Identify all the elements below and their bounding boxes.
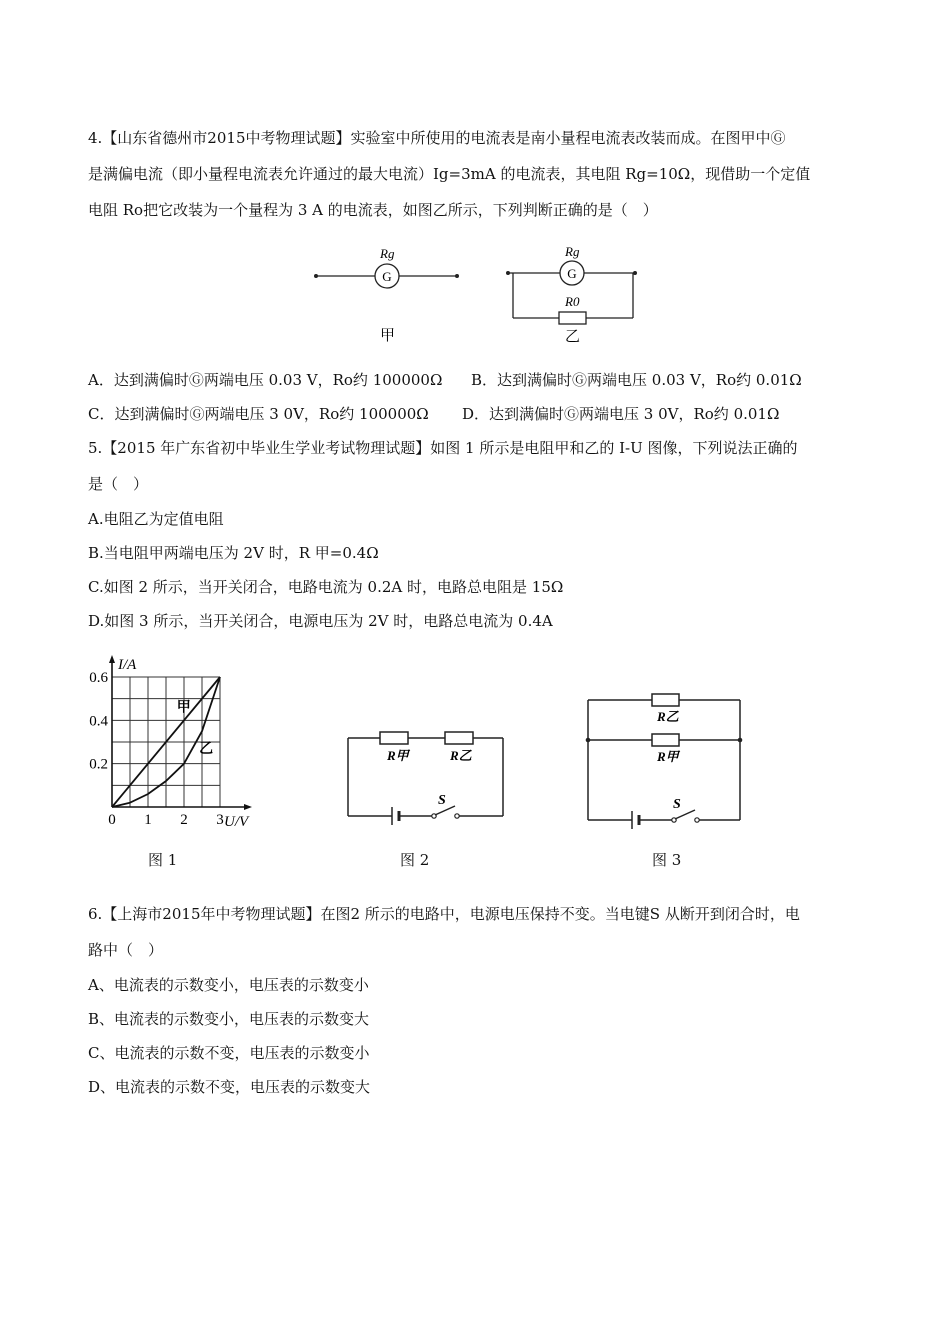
q5-option-c: C.如图 2 所示，当开关闭合，电路电流为 0.2A 时，电路总电阻是 15Ω [88,578,564,596]
x-axis-label: U/V [224,814,249,830]
q6-option-a: A、电流表的示数变小，电压表的示数变小 [88,976,369,994]
series-label-jia: 甲 [176,700,191,716]
y-axis-arrow [109,655,115,663]
q6-stem-line-2: 路中（ ） [88,941,164,959]
rg-label-2: Rg [565,244,580,259]
ammeter-circuit-yi [506,244,637,345]
fig2-r-yi-label: R乙 [450,748,472,763]
x-tick-label: 1 [144,812,152,828]
series-label-yi: 乙 [199,741,214,757]
q4-option-c: C．达到满偏时Ⓖ两端电压 3 0V，Ro约 100000Ω [88,405,429,423]
y-tick-label: 0.2 [89,756,108,773]
q6-option-c: C、电流表的示数不变，电压表的示数变小 [88,1044,370,1062]
q5-option-b: B.当电阻甲两端电压为 2V 时，R 甲=0.4Ω [88,544,379,562]
fig-yi-label: 乙 [565,329,581,345]
fig2-r-jia-label: R甲 [387,748,409,763]
y-axis-label: I/A [118,657,137,673]
q6-stem-line-1: 6.【上海市2015年中考物理试题】在图2 所示的电路中，电源电压保持不变。当电键S 从断开到闭合时，电 [88,905,800,923]
fig3-parallel-circuit [580,688,750,833]
x-tick-label: 3 [216,812,224,828]
fig2-switch-label: S [438,793,446,808]
q6-option-b: B、电流表的示数变小，电压表的示数变大 [88,1010,370,1028]
q5-option-d: D.如图 3 所示，当开关闭合，电源电压为 2V 时，电路总电流为 0.4A [88,612,553,630]
q4-option-b: B．达到满偏时Ⓖ两端电压 0.03 V，Ro约 0.01Ω [471,371,802,389]
q6-option-d: D、电流表的示数不变，电压表的示数变大 [88,1078,371,1096]
y-tick-label: 0.4 [89,713,108,730]
galvanometer-circuit-jia [314,246,459,344]
x-tick-label: 2 [180,812,188,828]
q4-stem-line-2: 是满偏电流（即小量程电流表允许通过的最大电流）Ig=3mA 的电流表，其电阻 Rg=10Ω，现借助一个定值 [88,165,811,183]
fig3-r-yi-label: R乙 [657,709,679,724]
fig3-switch-label: S [673,797,681,812]
q5-stem-line-1: 5.【2015 年广东省初中毕业生学业考试物理试题】如图 1 所示是电阻甲和乙的 I-U 图像，下列说法正确的 [88,439,798,457]
x-axis-arrow [244,804,252,810]
iu-graph [82,645,267,830]
galvanometer-g-label: G [382,269,392,284]
q4-stem-line-1: 4.【山东省德州市2015中考物理试题】实验室中所使用的电流表是南小量程电流表改装而成。在图甲中Ⓖ [88,129,786,147]
fig3-r-jia-label: R甲 [657,749,679,764]
q4-option-d: D．达到满偏时Ⓖ两端电压 3 0V，Ro约 0.01Ω [462,405,780,423]
y-tick-label: 0.6 [89,670,108,686]
rg-label: Rg [380,246,395,261]
fig3-caption: 图 3 [652,851,682,869]
q5-stem-line-2: 是（ ） [88,475,149,493]
q4-option-a: A．达到满偏时Ⓖ两端电压 0.03 V，Ro约 100000Ω [88,371,443,389]
x-tick-label: 0 [108,812,116,828]
q5-option-a: A.电阻乙为定值电阻 [88,510,224,528]
fig-jia-label: 甲 [380,328,396,344]
galvanometer-g-label-2: G [567,266,577,281]
fig2-series-circuit [340,720,510,830]
r0-label: R0 [565,294,580,309]
q4-circuit-figure [300,232,660,347]
fig1-caption: 图 1 [148,851,178,869]
q4-stem-line-3: 电阻 Ro把它改装为一个量程为 3 A 的电流表，如图乙所示，下列判断正确的是（ ） [88,201,658,219]
fig2-caption: 图 2 [400,851,430,869]
